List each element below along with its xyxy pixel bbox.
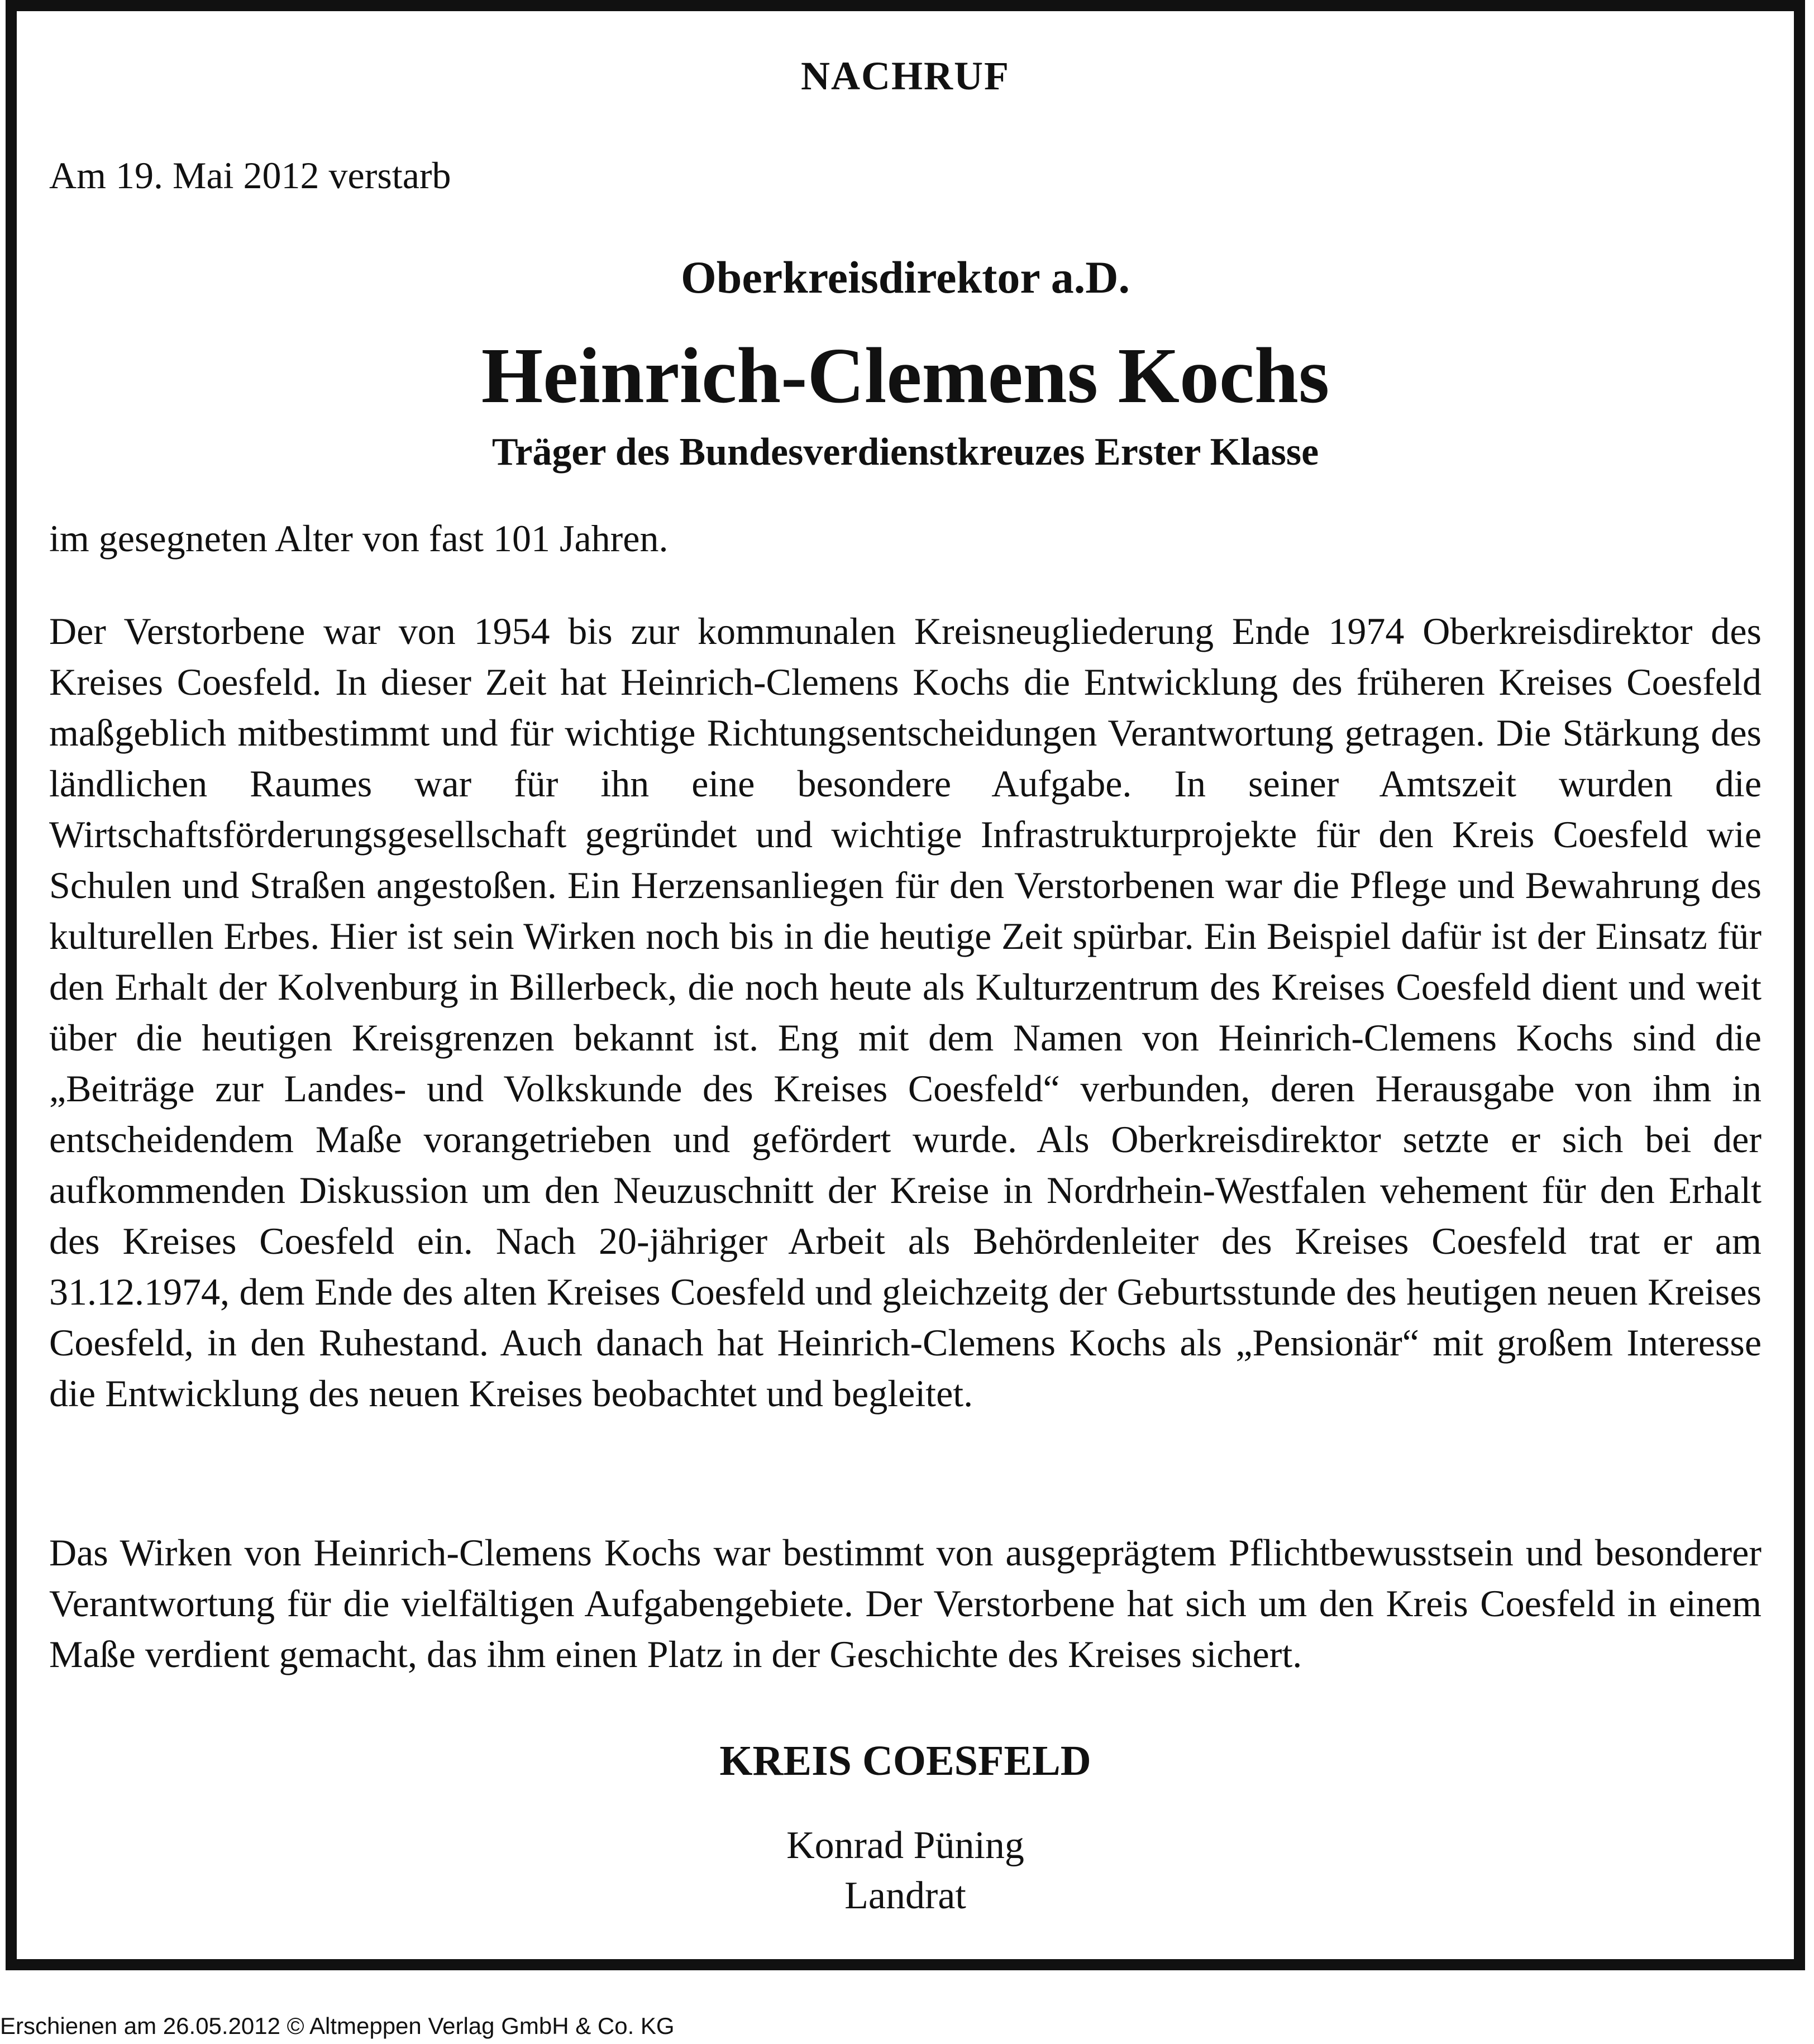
obituary-content (49, 11, 1762, 1959)
age-line: im gesegneten Alter von fast 101 Jahren. (49, 517, 669, 560)
intro-line: Am 19. Mai 2012 verstarb (49, 154, 451, 197)
obituary-frame (6, 0, 1805, 1970)
deceased-title: Oberkreisdirektor a.D. (680, 252, 1130, 303)
deceased-name: Heinrich-Clemens Kochs (481, 331, 1330, 419)
publication-footer: Erschienen am 26.05.2012 © Altmeppen Verlag GmbH & Co. KG (0, 2013, 675, 2039)
deceased-honor: Träger des Bundesverdienstkreuzes Erster Klasse (491, 431, 1319, 474)
body-paragraph-2: Das Wirken von Heinrich-Clemens Kochs war bestimmt von ausgeprägtem Pflichtbewusstsein und besonderer Verantwortung für die vielfältigen Aufgabengebiete. Der Verstorbene hat sich um den Kreis Coesfeld in einem Maße verdient gemacht, das ihm einen Platz in der Geschichte des Kreises sichert. (49, 1531, 1762, 1675)
organization-name: KREIS COESFELD (719, 1737, 1091, 1784)
body-paragraph-1: Der Verstorbene war von 1954 bis zur kommunalen Kreisneugliederung Ende 1974 Oberkreisdirektor des Kreises Coesfeld. In dieser Zeit hat Heinrich-Clemens Kochs die Entwicklung des früheren Kreises Coesfeld maßgeblich mitbestimmt und für wichtige Richtungsentscheidungen Verantwortung getragen. Die Stärkung des ländlichen Raumes war für ihn eine besondere Aufgabe. In seiner Amtszeit wurden die Wirtschaftsförderungsgesellschaft gegründet und wichtige Infrastrukturprojekte für den Kreis Coesfeld wie Schulen und Straßen angestoßen. Ein Herzensanliegen für den Verstorbenen war die Pflege und Bewahrung des kulturellen Erbes. Hier ist sein Wirken noch bis in die heutige Zeit spürbar. Ein Beispiel dafür ist der Einsatz für den Erhalt der Kolvenburg in Billerbeck, die noch heute als Kulturzentrum des Kreises Coesfeld dient und weit über die heutigen Kreisgrenzen bekannt ist. Eng mit dem Namen von Heinrich-Clemens Kochs sind die „Beiträge zur Landes- und Volkskunde des Kreises Coesfeld“ verbunden, deren Herausgabe von ihm in entscheidendem Maße vorangetrieben und gefördert wurde. Als Oberkreisdirektor setzte er sich bei der aufkommenden Diskussion um den Neuzuschnitt der Kreise in Nordrhein-Westfalen vehement für den Erhalt des Kreises Coesfeld ein. Nach 20-jähriger Arbeit als Behördenleiter des Kreises Coesfeld trat er am 31.12.1974, dem Ende des alten Kreises Coesfeld und gleichzeitg der Geburtsstunde des heutigen neuen Kreises Coesfeld, in den Ruhestand. Auch danach hat Heinrich-Clemens Kochs als „Pensionär“ mit großem Interesse die Entwicklung des neuen Kreises beobachtet und begleitet. (49, 610, 1762, 1415)
obituary-heading: NACHRUF (801, 54, 1010, 98)
signer-name: Konrad Püning (786, 1824, 1024, 1867)
signer-role: Landrat (844, 1874, 966, 1917)
